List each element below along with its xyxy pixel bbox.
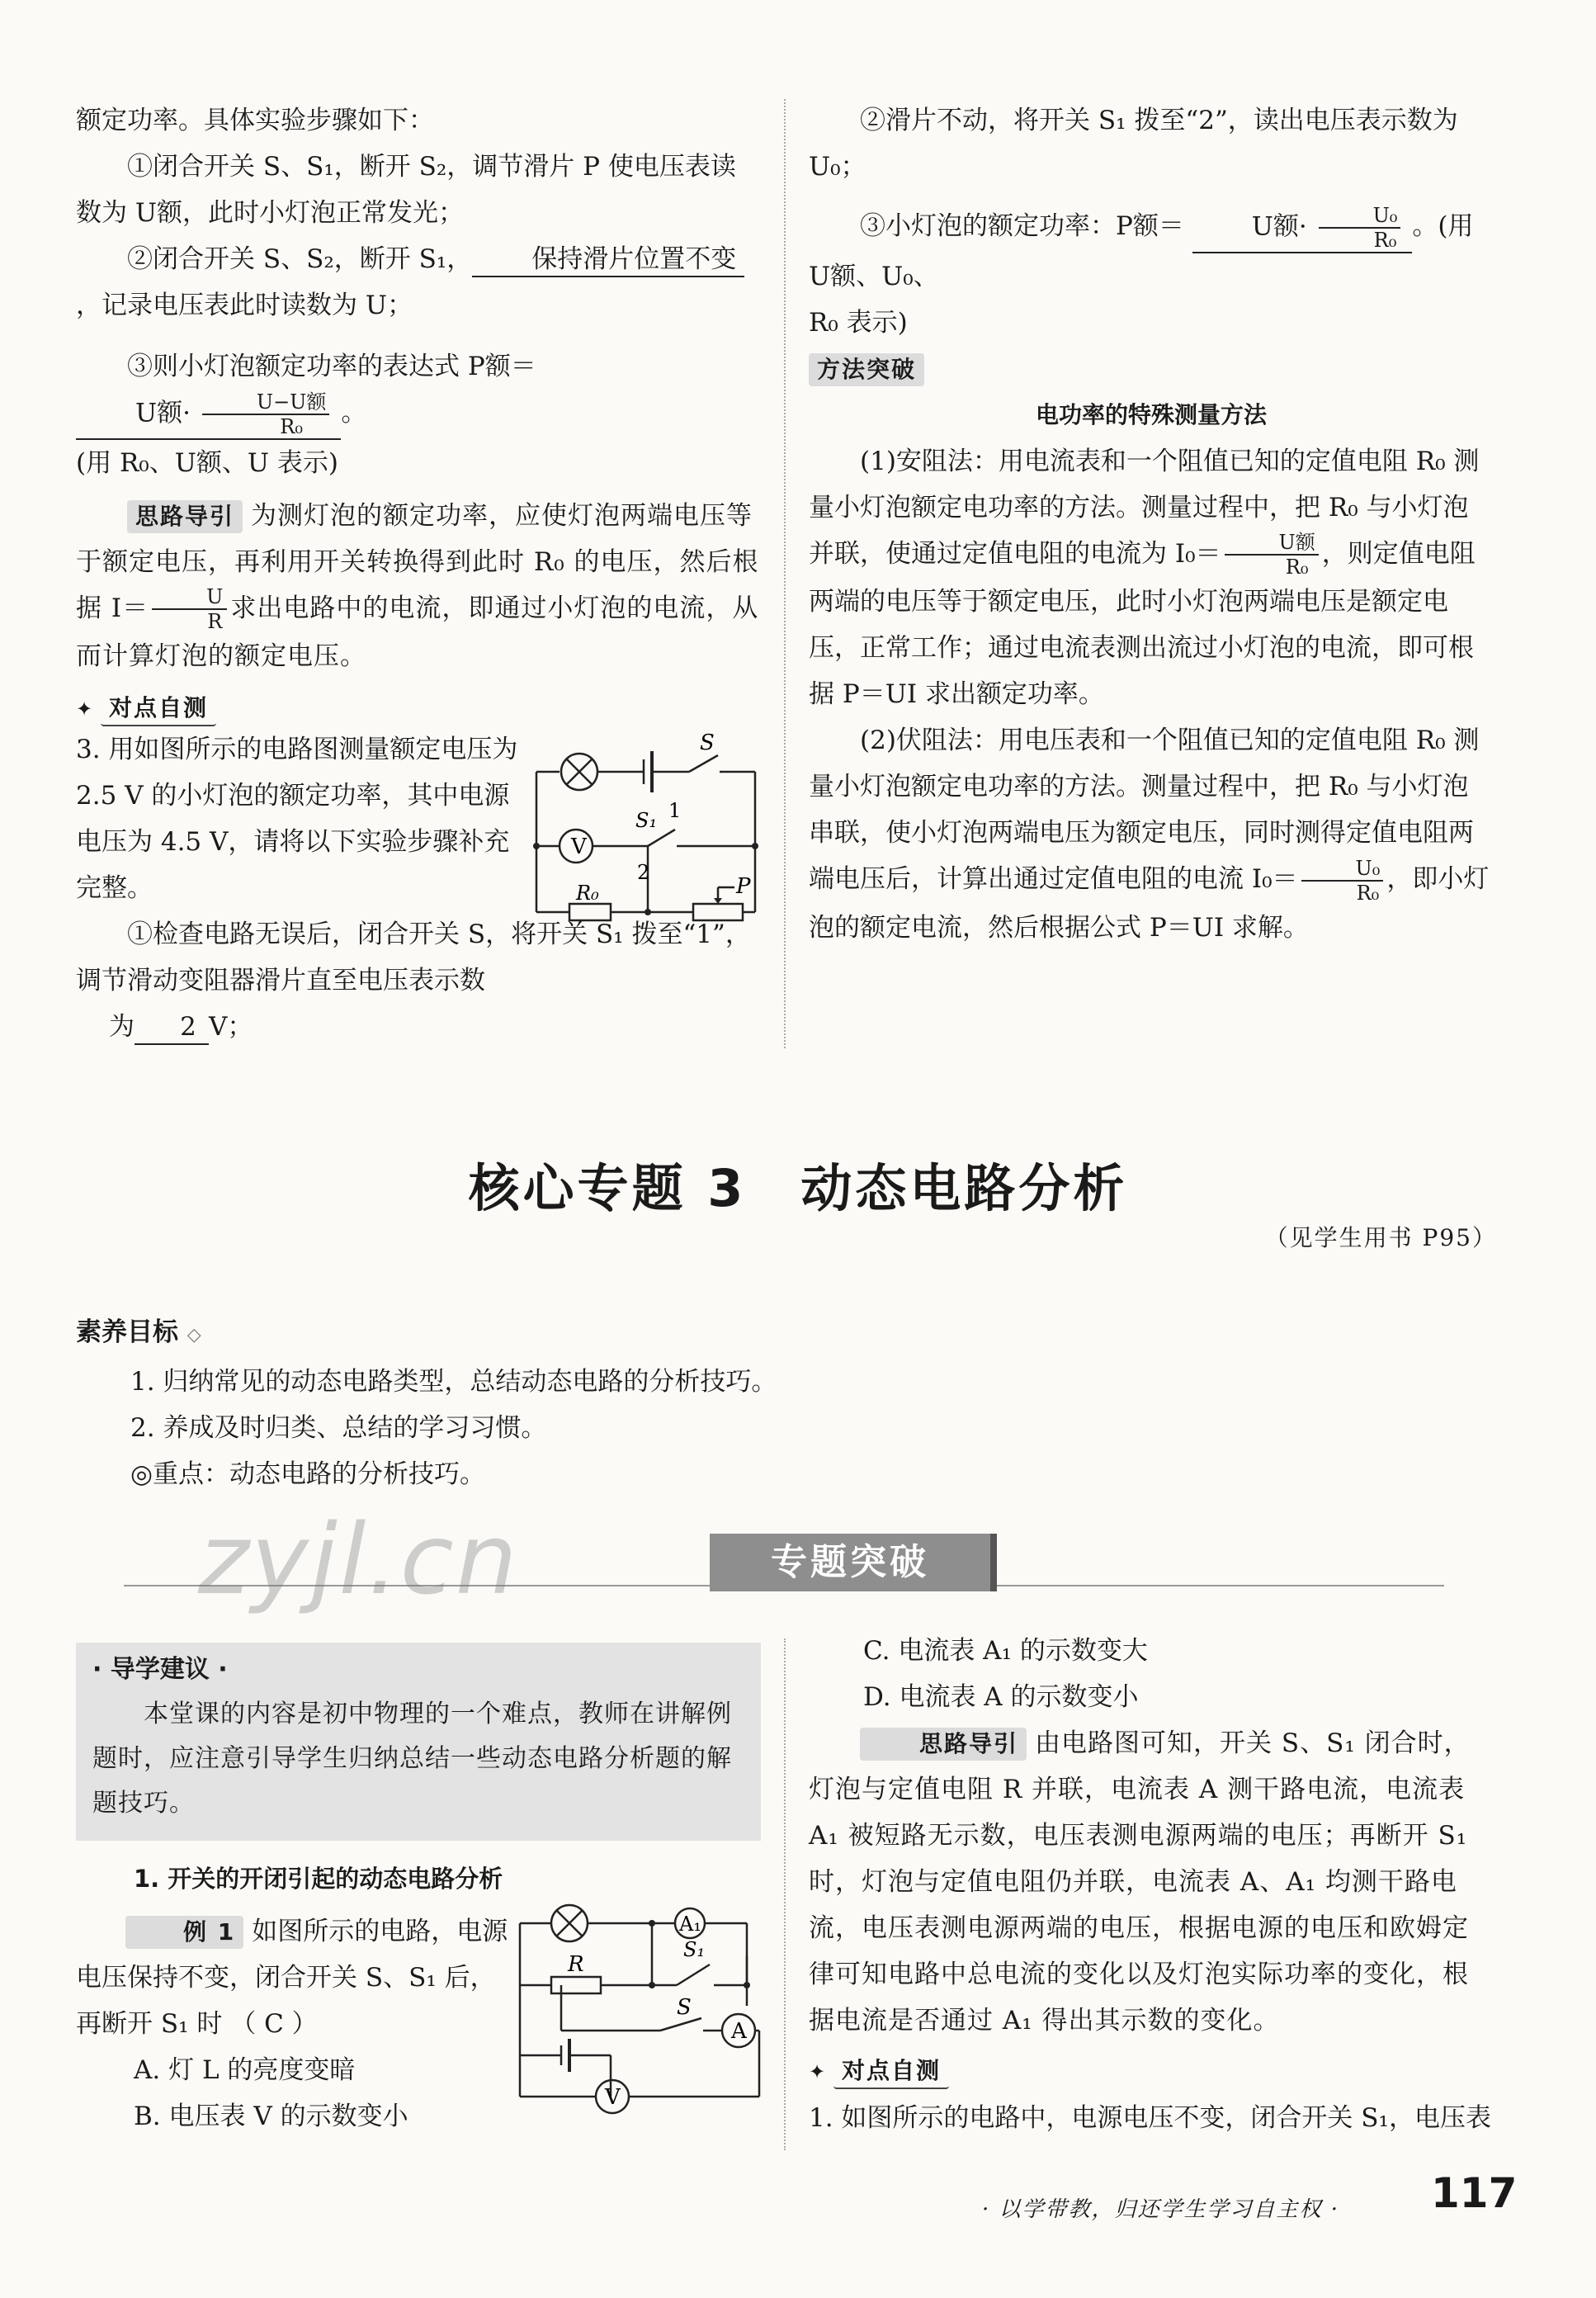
column-divider-top <box>784 99 786 1048</box>
q1-text: 1. 如图所示的电路中，电源电压不变，闭合开关 S₁，电压表 <box>809 2103 1491 2133</box>
label-R0: R₀ <box>576 882 599 905</box>
topic-title: 核心专题 3 动态电路分析 <box>468 1158 1128 1218</box>
step-2-answer-blank: 保持滑片位置不变 <box>472 243 744 277</box>
step-2-pre: ②闭合开关 S、S₂，断开 S₁， <box>127 244 473 274</box>
top-left-column <box>76 97 761 732</box>
guide-text: 由电路图可知，开关 S、S₁ 闭合时，灯泡与定值电阻 R 并联，电流表 A 测干路电流，电流表 A₁ 被短路无示数，电压表测电源两端的电压；再断开 S₁ 时，灯泡与定值电阻仍并联，电流表 A、A₁ 均测干路电流，电压表测电源两端的电压，根据电源的电压和欧姆定律可知电路中总电流的变化以及灯泡实际功率的变化，根据电流是否通过 A₁ 得出其示数的变化。 <box>809 1728 1471 2036</box>
sub-heading: 1. 开关的开闭引起的动态电路分析 <box>134 1865 503 1893</box>
label-R: R <box>568 1952 584 1977</box>
label-ammeter-A: A <box>731 2019 747 2044</box>
advice-title: · 导学建议 · <box>92 1655 228 1684</box>
goal-item-2: 2. 养成及时归类、总结的学习习惯。 <box>130 1413 547 1443</box>
q3-answer-post: V； <box>209 1012 253 1042</box>
guide-tag: 思路导引 <box>127 500 243 533</box>
goals-section <box>76 1309 1520 1497</box>
fraction-numerator: U₀ <box>1319 204 1401 229</box>
fraction-numerator: U <box>152 585 227 610</box>
example-question: 如图所示的电路，电源电压保持不变，闭合开关 S、S₁ 后，再断开 S₁ 时 <box>76 1917 508 2039</box>
right-step-3-pre: ③小灯泡的额定功率：P额＝ <box>860 211 1184 241</box>
label-ammeter-A1: A₁ <box>679 1913 701 1936</box>
label-voltmeter: V <box>605 2085 621 2110</box>
page-number: 117 <box>1431 2169 1518 2217</box>
method-paragraph-2 <box>809 717 1494 951</box>
example-tag: 例 1 <box>125 1916 243 1949</box>
label-P: P <box>736 874 751 899</box>
method-title: 电功率的特殊测量方法 <box>1035 400 1267 428</box>
intro-line: 额定功率。具体实验步骤如下： <box>76 106 434 135</box>
circuit-diagram-2 <box>512 1898 767 2138</box>
fraction-numerator: U额 <box>1225 531 1319 556</box>
guide-paragraph <box>76 493 761 680</box>
star-icon: ✦ <box>809 2060 826 2083</box>
step-3-answer-factor: U额· <box>135 398 191 428</box>
right-step-2: ②滑片不动，将开关 S₁ 拨至“2”，读出电压表示数为 U₀； <box>809 106 1458 182</box>
step-1: ①闭合开关 S、S₁，断开 S₂，调节滑片 P 使电压表读数为 U额，此时小灯泡正常发光； <box>76 152 736 228</box>
footer-slogan: · 以学带教，归还学生学习自主权 · <box>982 2197 1340 2222</box>
fraction-numerator: U−U额 <box>202 390 330 415</box>
option-c: C. 电流表 A₁ 的示数变大 <box>863 1636 1148 1666</box>
selftest-tag: 对点自测 <box>101 692 216 726</box>
selftest-tag-2: 对点自测 <box>833 2054 949 2089</box>
label-switch-S: S <box>700 731 715 755</box>
selftest-heading-2 <box>809 2047 1494 2095</box>
method-paragraph-1 <box>809 438 1494 718</box>
fraction-numerator: U₀ <box>1301 857 1384 882</box>
answer-factor: U额· <box>1251 211 1307 241</box>
star-icon: ✦ <box>76 697 93 721</box>
fraction-denominator: R₀ <box>280 414 303 438</box>
q3-text: 3. 用如图所示的电路图测量额定电压为 2.5 V 的小灯泡的额定功率，其中电源电压为 4.5 V，请将以下实验步骤补充完整。 <box>76 735 518 903</box>
label-pos-1: 1 <box>668 799 682 822</box>
example-text <box>76 1908 513 2047</box>
answer-fraction <box>1319 204 1401 252</box>
diamond-icon: ◇ <box>187 1325 201 1345</box>
fraction-denominator: R₀ <box>1356 881 1380 905</box>
step-2-post: ，记录电压表此时读数为 U； <box>76 291 413 320</box>
example-1 <box>76 1908 513 2140</box>
guide-text-1: 为测灯泡的额定功率，应使灯泡两端电压等于额定电压，再利用开关转换得到此时 R₀ 的电压，然后根据 I＝ <box>76 500 759 623</box>
label-pos-2: 2 <box>637 861 650 884</box>
goal-item-3: ◎重点：动态电路的分析技巧。 <box>130 1459 486 1489</box>
option-a: A. 灯 L 的亮度变暗 <box>134 2055 356 2085</box>
label-S1: S₁ <box>635 809 658 832</box>
step-3-answer-blank <box>76 390 341 440</box>
step-2 <box>76 236 761 329</box>
q3-answer-pre: 为 <box>109 1012 135 1042</box>
question-3 <box>76 726 530 911</box>
example-answer: （ C ） <box>230 2009 318 2039</box>
step-3-answer-fraction <box>202 390 330 438</box>
guide-tag-2: 思路导引 <box>860 1728 1027 1761</box>
q3-step-1-answer <box>76 1004 761 1050</box>
banner-watermark: zyjl.cn <box>198 1502 519 1616</box>
question-3-steps <box>76 911 761 1050</box>
goal-item-1: 1. 归纳常见的动态电路类型，总结动态电路的分析技巧。 <box>130 1367 777 1397</box>
fraction-denominator: R₀ <box>1285 556 1309 579</box>
right-step-3-post: 。(用 U额、U₀、 <box>809 211 1474 291</box>
label-switch-S: S <box>677 1995 692 2020</box>
topic-reference: （见学生用书 P95） <box>1264 1224 1497 1251</box>
step-3 <box>76 343 761 440</box>
label-voltmeter: V <box>571 835 587 859</box>
option-b: B. 电压表 V 的示数变小 <box>134 2102 408 2131</box>
guide-text-2: 求出电路中的电流，即通过小灯泡的电流，从而计算灯泡的额定电压。 <box>76 593 759 671</box>
top-right-column <box>809 97 1494 951</box>
p1-text-a: (1)安阻法：用电流表和一个阻值已知的定值电阻 R₀ 测量小灯泡额定电功率的方法。测量过程中，把 R₀ 与小灯泡并联，使通过定值电阻的电流为 I₀＝ <box>809 446 1480 569</box>
goals-heading <box>76 1309 1520 1359</box>
bottom-left-column <box>76 1856 761 1902</box>
method-heading <box>809 346 1494 392</box>
p2-fraction <box>1301 857 1384 905</box>
q3-step-1: ①检查电路无误后，闭合开关 S，将开关 S₁ 拨至“1”，调节滑动变阻器滑片直至电压表示数 <box>76 920 751 995</box>
p1-fraction <box>1225 531 1319 579</box>
bottom-right-column <box>809 1628 1494 2141</box>
goals-label: 素养目标 <box>76 1317 178 1347</box>
fraction-denominator: R₀ <box>1373 228 1397 252</box>
p2-text-b: ，即小灯泡的额定电流，然后根据公式 P＝UI 求解。 <box>809 864 1490 943</box>
guide-fraction <box>152 585 227 633</box>
fraction-denominator: R <box>207 610 224 633</box>
banner-label: 专题突破 <box>710 1534 997 1591</box>
step-3-post: 。 <box>341 398 367 428</box>
advice-text: 本堂课的内容是初中物理的一个难点，教师在讲解例题时，应注意引导学生归纳总结一些动态电路分析题的解题技巧。 <box>92 1700 732 1818</box>
guide-paragraph-2 <box>809 1720 1494 2044</box>
circuit-diagram-1 <box>528 726 776 924</box>
p2-text-a: (2)伏阻法：用电压表和一个阻值已知的定值电阻 R₀ 测量小灯泡额定电功率的方法。测量过程中，把 R₀ 与小灯泡串联，使小灯泡两端电压为额定电压，同时测得定值电阻两端电压后，计算出通过定值电阻的电流 I₀＝ <box>809 726 1480 894</box>
label-S1: S₁ <box>683 1938 706 1961</box>
q3-answer-blank: 2 <box>135 1010 209 1045</box>
step-3-pre: ③则小灯泡额定功率的表达式 P额＝ <box>127 352 536 381</box>
right-step-3-note: R₀ 表示) <box>809 307 908 338</box>
step-3-note: (用 R₀、U额、U 表示) <box>76 447 338 478</box>
p1-text-b: ，则定值电阻两端的电压等于额定电压，此时小灯泡两端电压是额定电压，正常工作；通过电流表测出流过小灯泡的电流，即可根据 P＝UI 求出额定功率。 <box>809 538 1476 709</box>
method-tag: 方法突破 <box>809 353 924 386</box>
right-step-3 <box>809 203 1494 300</box>
selftest-heading <box>76 684 761 732</box>
column-divider-bottom <box>784 1638 786 2150</box>
advice-box <box>76 1643 761 1841</box>
right-step-3-answer-blank <box>1192 204 1413 253</box>
option-d: D. 电流表 A 的示数变小 <box>863 1682 1139 1712</box>
